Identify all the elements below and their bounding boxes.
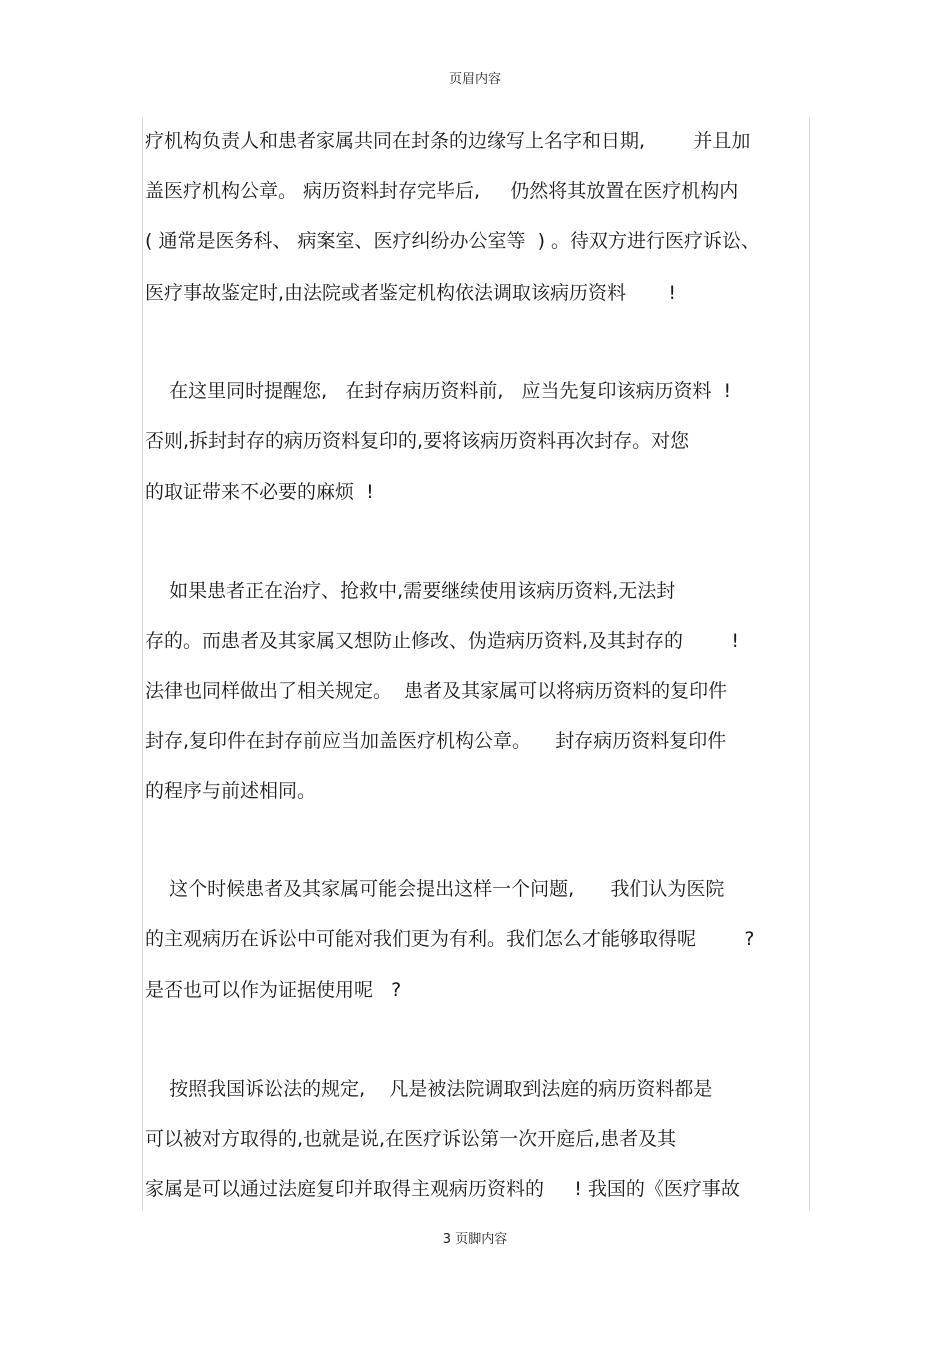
page-header: 页眉内容 bbox=[448, 72, 501, 87]
text-line: 按照我国诉讼法的规定, 凡是被法院调取到法庭的病历资料都是 bbox=[145, 1078, 713, 1100]
text-line: 疗机构负责人和患者家属共同在封条的边缘写上名字和日期, 并且加 bbox=[145, 130, 751, 152]
text-line: 如果患者正在治疗、抢救中,需要继续使用该病历资料,无法封 bbox=[145, 580, 676, 602]
text-line: 是否也可以作为证据使用呢 ? bbox=[145, 979, 402, 1001]
text-line: 的主观病历在诉讼中可能对我们更为有利。我们怎么才能够取得呢 ? bbox=[145, 928, 755, 950]
text-line: ( 通常是医务科、 病案室、医疗纠纷办公室等 ) 。待双方进行医疗诉讼、 bbox=[145, 230, 761, 252]
text-line: 这个时候患者及其家属可能会提出这样一个问题, 我们认为医院 bbox=[145, 878, 725, 900]
text-line: 的程序与前述相同。 bbox=[145, 780, 317, 802]
text-line: 家属是可以通过法庭复印并取得主观病历资料的 ! 我国的《医疗事故 bbox=[145, 1178, 740, 1200]
text-line: 可以被对方取得的,也就是说,在医疗诉讼第一次开庭后,患者及其 bbox=[145, 1128, 677, 1150]
text-line: 的取证带来不必要的麻烦 ! bbox=[145, 481, 374, 503]
text-line: 封存,复印件在封存前应当加盖医疗机构公章。 封存病历资料复印件 bbox=[145, 730, 727, 752]
text-line: 否则,拆封封存的病历资料复印的,要将该病历资料再次封存。对您 bbox=[145, 430, 690, 452]
text-line: 医疗事故鉴定时,由法院或者鉴定机构依法调取该病历资料 ! bbox=[145, 282, 676, 304]
text-line: 在这里同时提醒您, 在封存病历资料前, 应当先复印该病历资料 ! bbox=[145, 380, 732, 402]
text-line: 盖医疗机构公章。 病历资料封存完毕后, 仍然将其放置在医疗机构内 bbox=[145, 180, 739, 202]
page-footer: 3 页脚内容 bbox=[442, 1232, 508, 1247]
text-line: 法律也同样做出了相关规定。 患者及其家属可以将病历资料的复印件 bbox=[145, 680, 728, 702]
text-line: 存的。而患者及其家属又想防止修改、伪造病历资料,及其封存的 ! bbox=[145, 630, 739, 652]
